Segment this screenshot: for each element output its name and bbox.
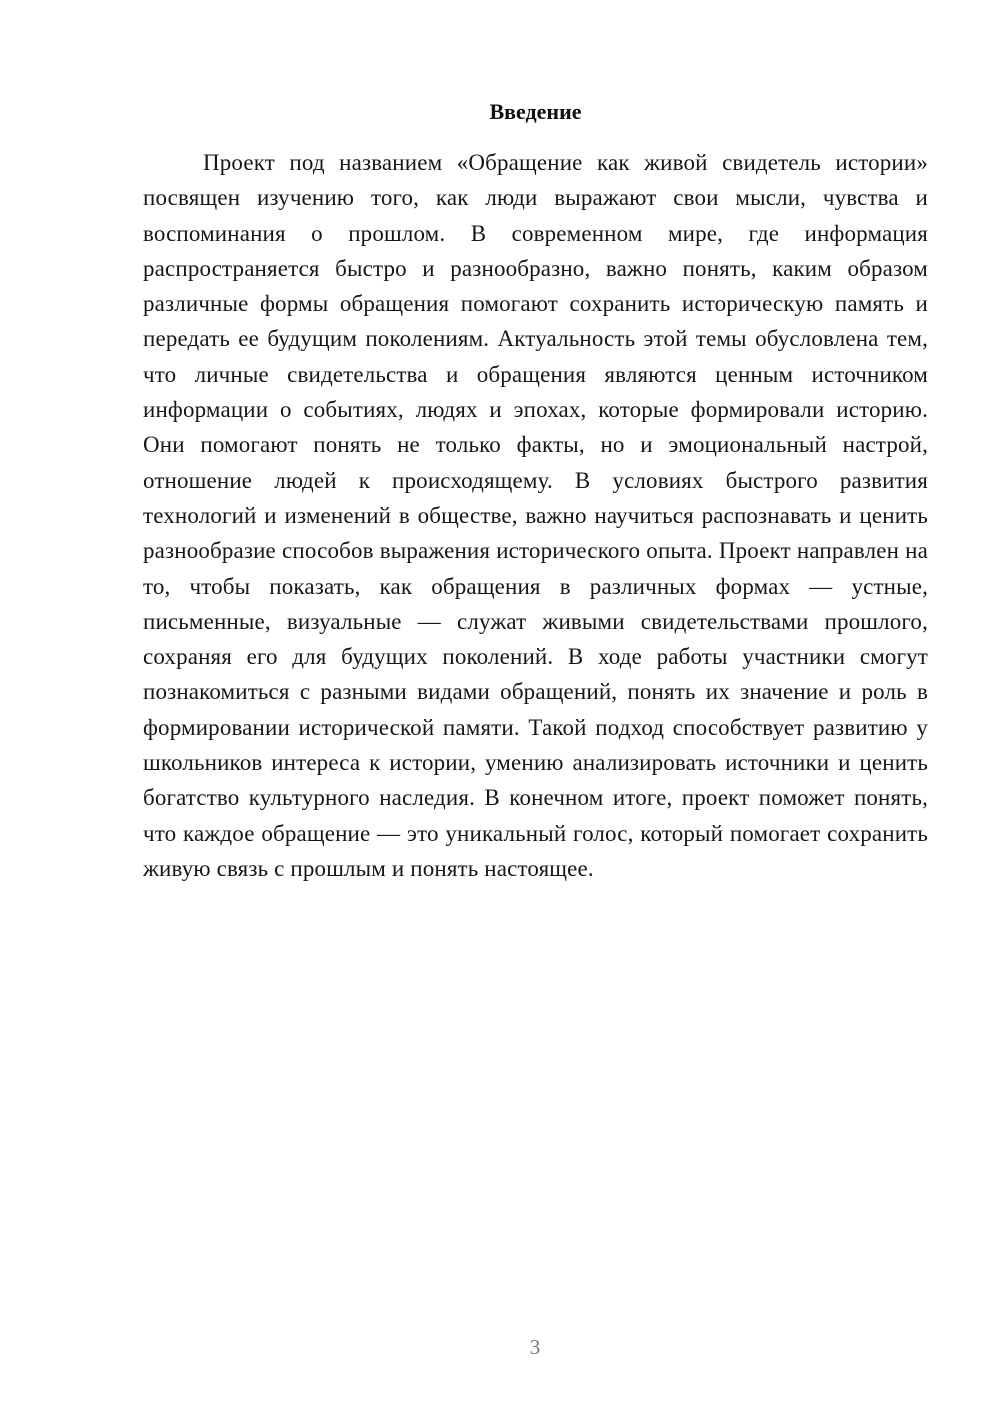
body-paragraph: Проект под названием «Обращение как живой свидетель истории» посвящен изучению того, как люди выражают свои мысли, чувства и воспоминания о прошлом. В современном мире, где информация распространяется быстро и разнообразно, важно понять, каким образом различные формы обращения помогают сохранить историческую память и передать ее будущим поколениям. Актуальность этой темы обусловлена тем, что личные свидетельства и обращения являются ценным источником информации о событиях, людях и эпохах, которые формировали историю. Они помогают понять не только факты, но и эмоциональный настрой, отношение людей к происходящему. В условиях быстрого развития технологий и изменений в обществе, важно научиться распознавать и ценить разнообразие способов выражения исторического опыта. Проект направлен на то, чтобы показать, как обращения в различных формах — устные, письменные, визуальные — служат живыми свидетельствами прошлого, сохраняя его для будущих поколений. В ходе работы участники смогут познакомиться с разными видами обращений, понять их значение и роль в формировании исторической памяти. Такой подход способствует развитию у школьников интереса к истории, умению анализировать источники и ценить богатство культурного наследия. В конечном итоге, проект поможет понять, что каждое обращение — это уникальный голос, который помогает сохранить живую связь с прошлым и понять настоящее.	[143, 150, 928, 881]
page-title: Введение	[489, 99, 582, 124]
page-number: 3	[529, 1335, 541, 1359]
